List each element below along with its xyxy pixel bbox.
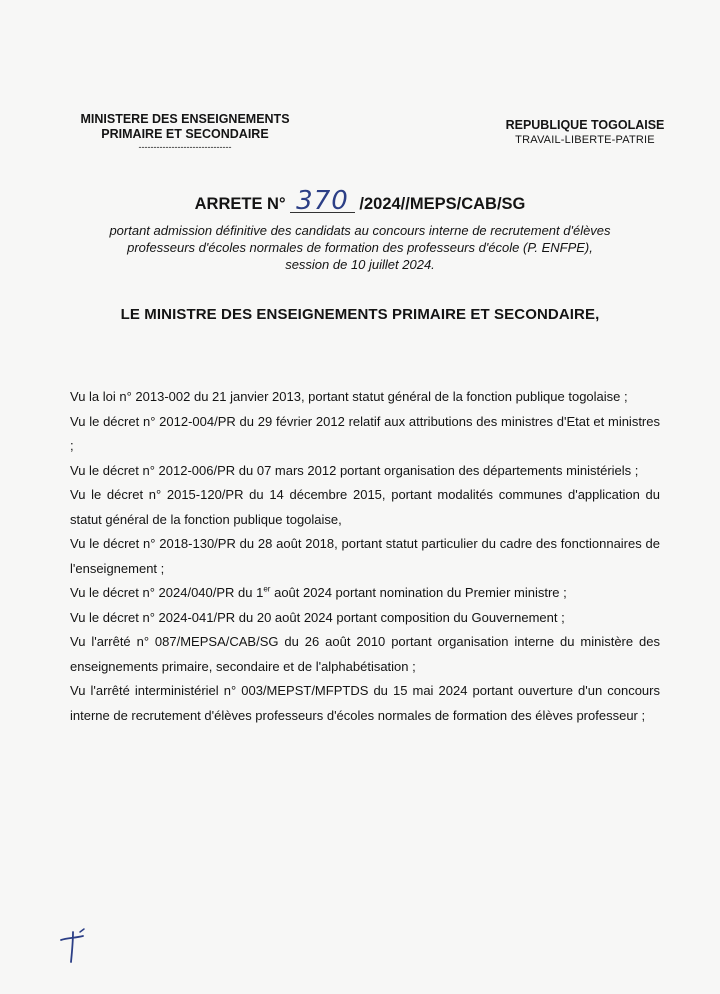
- visa-item: Vu l'arrêté interministériel n° 003/MEPST/MFPTDS du 15 mai 2024 portant ouverture d'un concours interne de recrutement d'élèves professeurs d'écoles normales de formation des élèves professeur ;: [70, 683, 660, 723]
- handwritten-initial-mark: [58, 926, 90, 966]
- visa-item: Vu le décret n° 2012-006/PR du 07 mars 2012 portant organisation des départements ministériels ;: [70, 462, 639, 478]
- subtitle-line-3: session de 10 juillet 2024.: [285, 257, 435, 272]
- arrete-title: [0, 186, 720, 216]
- subtitle-line-1: portant admission définitive des candidats au concours interne de recrutement d'élèves: [109, 223, 611, 238]
- subtitle-line-2: professeurs d'écoles normales de formation des professeurs d'école (P. ENFPE),: [127, 240, 593, 255]
- visa-text: août 2024 portant nomination du Premier ministre ;: [270, 585, 567, 600]
- visa-item: Vu le décret n° 2018-130/PR du 28 août 2018, portant statut particulier du cadre des fonctionnaires de l'enseignement ;: [70, 536, 660, 576]
- ministry-header: [60, 112, 310, 155]
- arrete-subtitle: [80, 222, 640, 273]
- visa-item: Vu le décret n° 2012-004/PR du 29 février 2012 relatif aux attributions des ministres d'Etat et ministres ;: [70, 413, 660, 453]
- visa-item: Vu l'arrêté n° 087/MEPSA/CAB/SG du 26 août 2010 portant organisation interne du ministère des enseignements primaire, secondaire et de l'alphabétisation ;: [70, 634, 660, 674]
- ministry-separator: -------------------------------: [138, 142, 232, 152]
- visa-text: Vu le décret n° 2024/040/PR du 1: [70, 585, 264, 600]
- republic-name: REPUBLIQUE TOGOLAISE: [505, 118, 665, 132]
- visas-list: [70, 385, 660, 728]
- visa-superscript: er: [263, 584, 271, 594]
- republic-header: [490, 118, 680, 148]
- ministry-line-2: PRIMAIRE ET SECONDAIRE: [101, 127, 269, 141]
- minister-heading: LE MINISTRE DES ENSEIGNEMENTS PRIMAIRE ET SECONDAIRE,: [120, 306, 600, 323]
- national-motto: TRAVAIL-LIBERTE-PATRIE: [515, 134, 655, 146]
- visa-item: Vu le décret n° 2015-120/PR du 14 décembre 2015, portant modalités communes d'application du statut général de la fonction publique togolaise,: [70, 487, 660, 527]
- ministry-line-1: MINISTERE DES ENSEIGNEMENTS: [80, 112, 290, 126]
- visa-item: Vu la loi n° 2013-002 du 21 janvier 2013, portant statut général de la fonction publique togolaise ;: [70, 389, 628, 404]
- visa-item: [70, 581, 660, 606]
- arrete-handwritten-number: 370: [290, 190, 355, 213]
- visa-item: Vu le décret n° 2024-041/PR du 20 août 2024 portant composition du Gouvernement ;: [70, 609, 565, 625]
- arrete-suffix: /2024//MEPS/CAB/SG: [359, 195, 526, 213]
- arrete-prefix: ARRETE N°: [194, 195, 286, 213]
